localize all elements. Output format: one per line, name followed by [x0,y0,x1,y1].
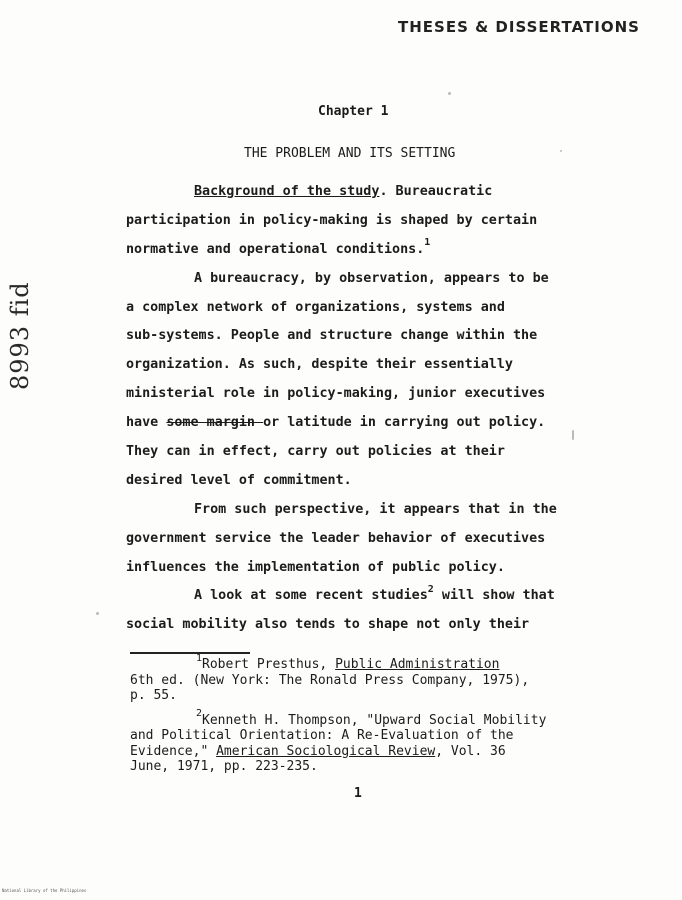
body-line-sup: 1 [424,237,431,249]
body-line [126,525,596,554]
body-line [126,438,596,467]
handwritten-margin-note: 8993 fid [6,281,34,390]
body-line-post: will show that [433,588,555,604]
body-line-pre: From such perspective, it appears that in the [194,501,557,517]
body-line-pre: organization. As such, despite their essentially [126,357,513,373]
footnote-1-line-1 [130,652,600,673]
chapter-title: THE PROBLEM AND ITS SETTING [244,146,456,161]
footnote-2-mark: 2 [196,708,203,720]
chapter-heading: Chapter 1 [318,104,389,119]
body-line [126,236,596,265]
body-line-sup: 2 [427,584,434,595]
body-line [126,294,596,323]
footnote-2-line-4: June, 1971, pp. 223-235. [130,759,318,774]
body-text [126,178,596,640]
footnote-rule [130,652,250,654]
body-line [126,322,596,351]
scan-footer-tag: National Library of the Philippines [2,888,87,893]
footnote-2-author: Kenneth H. Thompson, "Upward Social Mobility [202,712,547,728]
body-line-pre: They can in effect, carry out policies at their [126,444,505,460]
body-line [126,207,596,236]
footnote-2-post: , Vol. 36 [435,743,506,759]
footnote-2-line-1 [130,708,600,729]
body-line-pre: have [126,415,167,431]
body-line [126,351,596,380]
footnote-2-line-3 [130,744,600,760]
body-line-pre: participation in policy-making is shaped by certain [126,212,538,228]
body-line-pre: ministerial role in policy-making, junior executives [126,386,546,402]
footnote-1-line-2: 6th ed. (New York: The Ronald Press Company, 1975), [130,672,530,688]
body-line [126,582,596,611]
body-line [126,409,596,438]
body-line-pre: A bureaucracy, by observation, appears to be [194,270,549,286]
body-line [126,467,596,496]
body-line [126,554,596,583]
body-line-post: . Bureaucratic [379,184,493,199]
body-line-pre: A look at some recent studies [194,588,428,604]
footnote-1-title: Public Administration [335,657,500,672]
body-line-pre: government service the leader behavior of executives [126,530,546,546]
body-line [126,611,596,640]
body-line-pre: a complex network of organizations, systems and [126,299,505,315]
body-line-pre: sub-systems. People and structure change within the [126,328,538,344]
body-line-pre: desired level of commitment. [126,472,352,488]
body-line-pre: normative and operational conditions. [126,241,425,257]
page-number: 1 [354,786,362,801]
footnote-2-journal: American Sociological Review [216,743,436,759]
body-line-pre: social mobility also tends to shape not only their [126,617,530,633]
theses-stamp: THESES & DISSERTATIONS [398,18,640,36]
body-line [126,380,596,409]
body-line [126,496,596,525]
body-line [126,265,596,294]
body-line-strike: some margin [166,415,264,431]
footnote-2-line-2: and Political Orientation: A Re-Evaluation of the [130,728,514,743]
body-line-pre: influences the implementation of public policy. [126,559,505,575]
body-line [126,178,596,207]
footnote-1-mark: 1 [196,652,203,664]
footnote-2-pre: Evidence," [130,743,217,759]
footnote-1-line-3: p. 55. [130,688,177,703]
footnote-1-author: Robert Presthus, [202,657,336,672]
footnotes [130,652,600,775]
body-line-post: or latitude in carrying out policy. [263,415,546,431]
body-line-u: Background of the study [194,184,380,199]
